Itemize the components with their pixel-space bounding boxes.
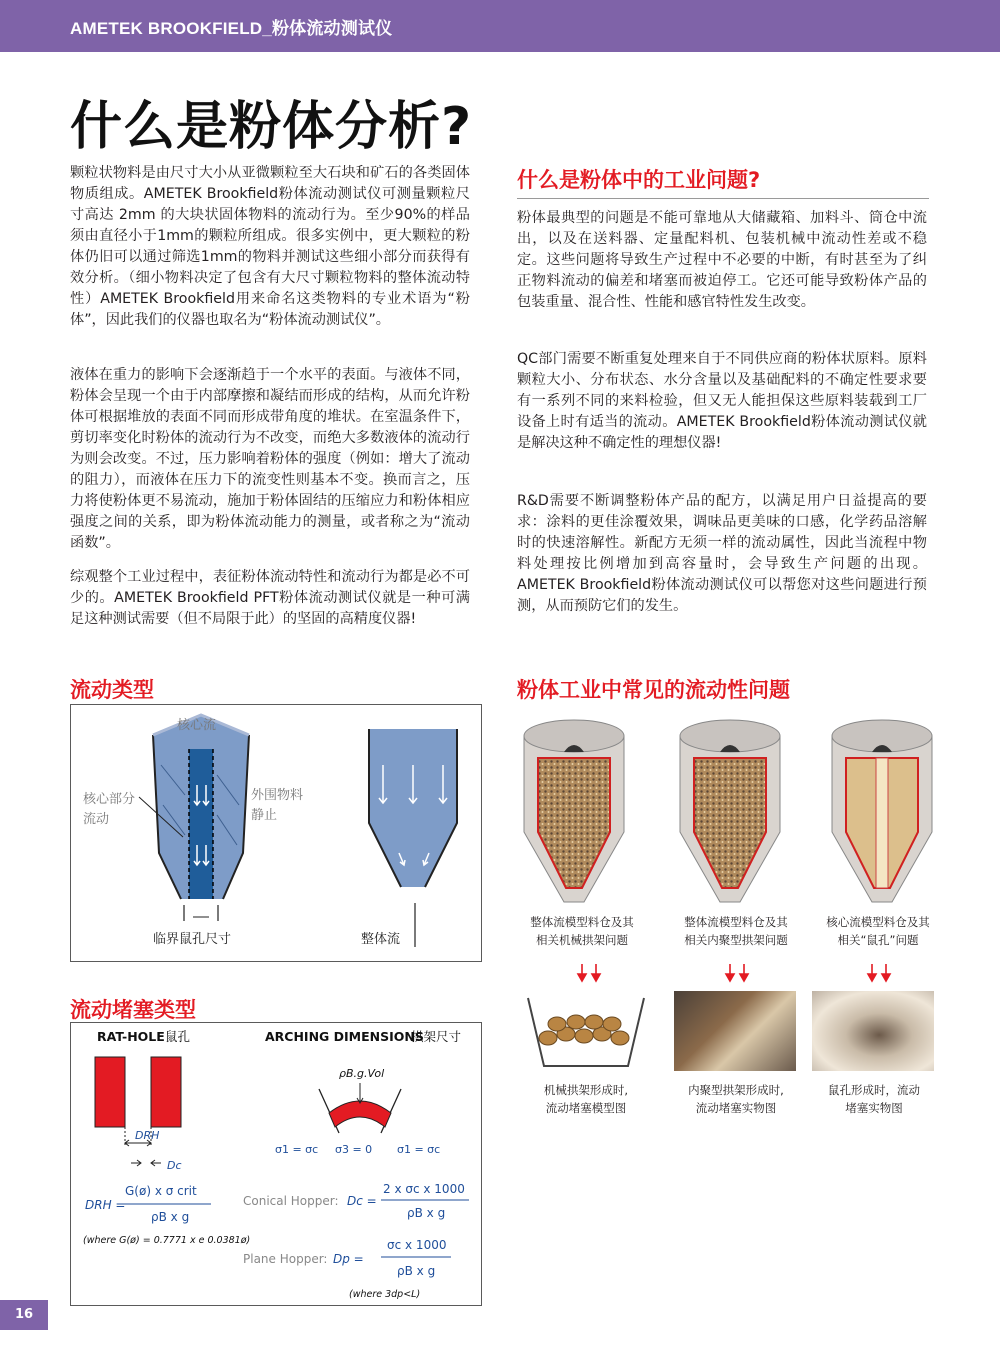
- formula3-denominator: ρB x g: [397, 1264, 436, 1278]
- blockage-types-title: 流动堵塞类型: [70, 998, 196, 1022]
- silo-1: [524, 720, 624, 902]
- silo-3: [832, 720, 932, 902]
- bottom-caption-1-line-2: 流动堵塞模型图: [545, 1101, 627, 1115]
- rathole-heading: RAT-HOLE: [97, 1029, 165, 1044]
- rathole-photo: [812, 991, 934, 1071]
- arrow-down-icon: [868, 974, 876, 981]
- arch-shape: [329, 1101, 391, 1127]
- formula3-numerator: σc x 1000: [387, 1238, 447, 1252]
- left-paragraph-1: 颗粒状物料是由尺寸大小从亚微颗粒至大石块和矿石的各类固体物质组成。AMETEK Brookfield粉体流动测试仪可测量颗粒尺寸高达 2mm 的大块状固体物料的流动行为。至少90%的样品须由直径小于1mm的颗粒所组成。很多实例中，更大颗粒的粉体仍旧可以通过筛选1mm的物料并测试这些细小部分而获得有效分析。（细小物料决定了包含有大尺寸颗粒物料的整体流动特性）AMETEK Brookfield用来命名这类物料的专业术语为“粉体”，因此我们的仪器也取名为“粉体流动测试仪”。: [70, 165, 470, 328]
- core-part-label-2: 流动: [83, 812, 110, 827]
- header-bar: [0, 0, 1000, 52]
- silo-caption-3-line-2: 相关“鼠孔”问题: [837, 933, 919, 947]
- drh-label: DRH: [135, 1129, 160, 1142]
- formula1-note: (where G(ø) = 0.7771 x e 0.0381ø): [83, 1235, 251, 1246]
- rathole-heading-cn: 鼠孔: [165, 1029, 191, 1044]
- silo-caption-1-line-1: 整体流模型料仓及其: [530, 915, 634, 929]
- formula1-numerator: G(ø) x σ crit: [125, 1184, 197, 1198]
- bottom-caption-3-line-1: 鼠孔形成时，流动: [828, 1083, 920, 1097]
- bottom-caption-1: [516, 1081, 656, 1117]
- plane-hopper-label: Plane Hopper:: [243, 1252, 328, 1266]
- arrow-down-icon: [578, 974, 586, 981]
- silo-caption-1-line-2: 相关机械拱架问题: [536, 933, 628, 947]
- formula3-note: (where 3dp<L): [349, 1289, 421, 1300]
- industrial-problems-title: 什么是粉体中的工业问题?: [517, 168, 761, 192]
- silo-illustrations: [520, 712, 940, 912]
- formula3-lhs: Dp =: [333, 1252, 364, 1266]
- critical-rathole-label: 临界鼠孔尺寸: [153, 932, 232, 947]
- silo-caption-2: [666, 913, 806, 949]
- silo-caption-3-line-1: 核心流模型料仓及其: [826, 915, 930, 929]
- rathole-wall-right: [151, 1057, 181, 1127]
- arching-heading-cn: 拱架尺寸: [411, 1029, 462, 1044]
- silo-caption-2-line-2: 相关内聚型拱架问题: [684, 933, 788, 947]
- formula2-lhs: Dc =: [347, 1194, 377, 1208]
- mechanical-arch-model: [522, 994, 650, 1074]
- arrow-down-icon: [592, 974, 600, 981]
- outer-label-2: 静止: [251, 808, 278, 823]
- core-flow-label: 核心流: [177, 718, 217, 733]
- bottom-caption-2-line-2: 流动堵塞实物图: [695, 1101, 777, 1115]
- flow-types-figure: [70, 704, 482, 962]
- silo-caption-3: [808, 913, 948, 949]
- formula2-numerator: 2 x σc x 1000: [383, 1182, 465, 1196]
- right-paragraph-3: R&D需要不断调整粉体产品的配方，以满足用户日益提高的要求：涂料的更佳涂覆效果，调味品更美味的口感，化学药品溶解时的快速溶解性。新配方无须一样的流动属性，因此当流程中物料处理按比例增加到高容量时，会导致生产问题的出现。AMETEK Brookfield粉体流动测试仪可以帮您对这些问题进行预测，从而预防它们的发生。: [517, 493, 927, 614]
- core-channel: [189, 749, 213, 899]
- silo-caption-2-line-1: 整体流模型料仓及其: [684, 915, 788, 929]
- arrow-down-icon: [740, 974, 748, 981]
- silo-caption-1: [512, 913, 652, 949]
- bottom-caption-1-line-1: 机械拱架形成时,: [543, 1083, 629, 1097]
- formula1-lhs: DRH =: [85, 1198, 126, 1212]
- section-divider: [517, 198, 929, 199]
- formula2-denominator: ρB x g: [407, 1206, 446, 1220]
- right-paragraph-1: 粉体最典型的问题是不能可靠地从大储藏箱、加料斗、筒仓中流出，以及在送料器、定量配料机、包装机械中流动性差或不稳定。这些问题将导致生产过程中不必要的中断，有时甚至为了纠正物料流动的偏差和堵塞而被迫停工。它还可能导致粉体产品的包装重量、混合性、性能和感官特性发生改变。: [517, 210, 927, 310]
- header-title: AMETEK BROOKFIELD_粉体流动测试仪: [70, 19, 393, 38]
- page-title: 什么是粉体分析?: [70, 97, 473, 157]
- bottom-caption-2-line-1: 内聚型拱架形成时,: [688, 1083, 784, 1097]
- sigma3: σ3 = 0: [335, 1143, 373, 1156]
- core-part-label-1: 核心部分: [83, 792, 136, 807]
- sigma1-left: σ1 = σc: [275, 1143, 319, 1156]
- rho-bgvol-label: ρB.g.Vol: [339, 1067, 385, 1080]
- outer-label-1: 外围物料: [251, 788, 304, 803]
- bottom-caption-3: [804, 1081, 944, 1117]
- page-number: 16: [0, 1300, 48, 1330]
- rathole-wall-left: [95, 1057, 125, 1127]
- flow-types-title: 流动类型: [70, 678, 154, 702]
- dc-label: Dc: [167, 1159, 182, 1172]
- sigma1-right: σ1 = σc: [397, 1143, 441, 1156]
- bottom-caption-2: [666, 1081, 806, 1117]
- arrow-down-icon: [882, 974, 890, 981]
- blockage-diagram: [71, 1023, 481, 1305]
- down-arrows: [560, 962, 920, 984]
- cohesive-arch-photo: [674, 991, 796, 1071]
- formula1-denominator: ρB x g: [151, 1210, 190, 1224]
- common-problems-title: 粉体工业中常见的流动性问题: [517, 678, 790, 702]
- silo-2: [680, 720, 780, 902]
- flow-types-diagram: [71, 705, 481, 961]
- bottom-caption-3-line-2: 堵塞实物图: [845, 1101, 903, 1115]
- mass-flow-label: 整体流: [361, 932, 401, 947]
- blockage-figure: [70, 1022, 482, 1306]
- left-paragraph-2: 液体在重力的影响下会逐渐趋于一个水平的表面。与液体不同，粉体会呈现一个由于内部摩擦和凝结而形成的结构，从而允许粉体可根据堆放的表面不同而形成带角度的堆状。在室温条件下，剪切率变化时粉体的流动行为不改变，而绝大多数液体的流动行为则会改变。不过，压力影响着粉体的强度（例如：增大了流动的阻力），而液体在压力下的流变性则基本不变。换而言之，压力将使粉体更不易流动，施加于粉体固结的压缩应力和粉体相应强度之间的关系，即为粉体流动能力的测量，或者称之为“流动函数”。: [70, 367, 470, 551]
- arrow-down-icon: [726, 974, 734, 981]
- conical-hopper-label: Conical Hopper:: [243, 1194, 339, 1208]
- mass-hopper-body: [369, 729, 457, 887]
- arching-heading: ARCHING DIMENSIONS: [265, 1029, 424, 1044]
- left-paragraph-3: 综观整个工业过程中，表征粉体流动特性和流动行为都是必不可少的。AMETEK Brookfield PFT粉体流动测试仪就是一种可满足这种测试需要（但不局限于此）的坚固的高精度仪器!: [70, 569, 470, 627]
- right-paragraph-2: QC部门需要不断重复处理来自于不同供应商的粉体状原料。原料颗粒大小、分布状态、水分含量以及基础配料的不确定性要求要有一系列不同的来料检验，但又无人能担保这些原料装载到工厂设备上时有适当的流动。AMETEK Brookfield粉体流动测试仪就是解决这种不确定性的理想仪器!: [517, 351, 927, 451]
